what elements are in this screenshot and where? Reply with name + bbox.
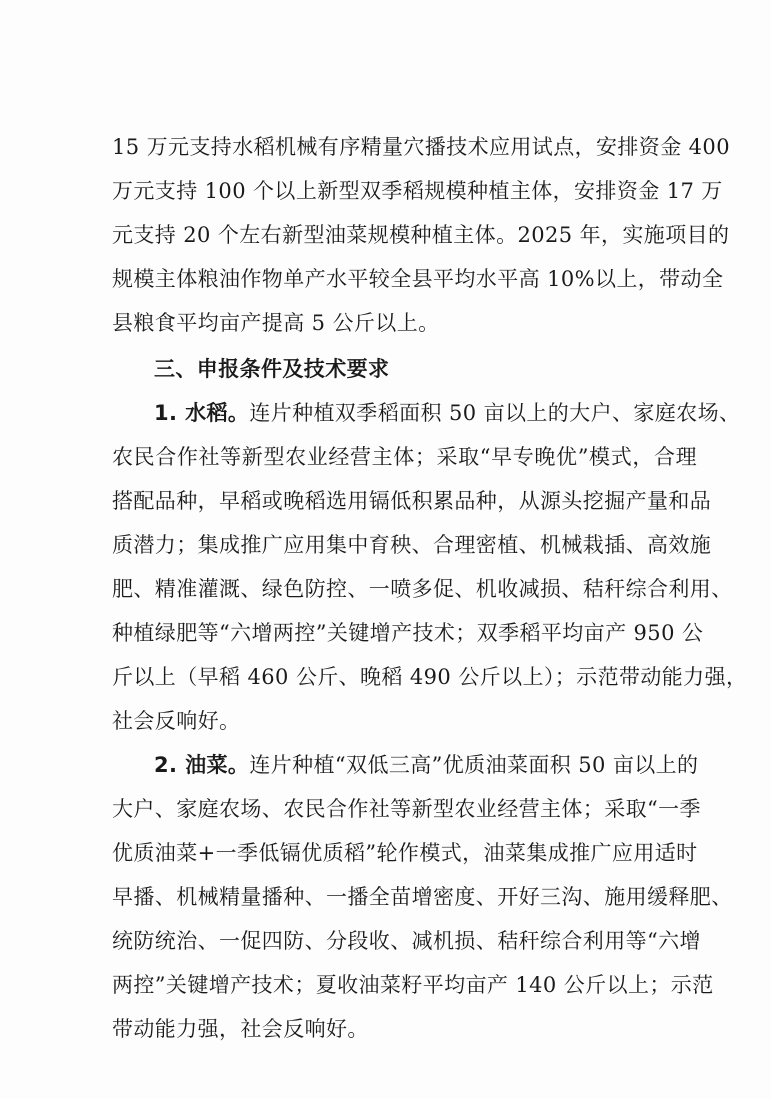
paragraph-line: 质潜力；集成推广应用集中育秧、合理密植、机械栽插、高效施 <box>112 533 712 557</box>
paragraph-line: 种植绿肥等“六增两控”关键增产技术；双季稻平均亩产 950 公 <box>112 621 704 645</box>
paragraph-line: 社会反响好。 <box>112 709 241 733</box>
paragraph-line: 搭配品种，早稻或晚稻选用镉低积累品种，从源头挖掘产量和品 <box>112 489 712 513</box>
paragraph-line: 两控”关键增产技术；夏收油菜籽平均亩产 140 公斤以上；示范 <box>112 973 714 997</box>
paragraph-line: 带动能力强，社会反响好。 <box>112 1017 369 1041</box>
paragraph-line: 县粮食平均亩产提高 5 公斤以上。 <box>112 311 440 335</box>
paragraph-line: 万元支持 100 个以上新型双季稻规模种植主体，安排资金 17 万 <box>112 179 723 203</box>
paragraph-line: 农民合作社等新型农业经营主体；采取“早专晚优”模式，合理 <box>112 445 697 469</box>
paragraph-line: 优质油菜+一季低镉优质稻”轮作模式，油菜集成推广应用适时 <box>112 841 698 865</box>
paragraph-line: 大户、家庭农场、农民合作社等新型农业经营主体；采取“一季 <box>112 797 701 821</box>
paragraph-line: 斤以上（早稻 460 公斤、晚稻 490 公斤以上）；示范带动能力强， <box>112 665 748 689</box>
paragraph-line: 统防统治、一促四防、分段收、减机损、秸秆综合利用等“六增 <box>112 929 701 953</box>
paragraph-line: 早播、机械精量播种、一播全苗增密度、开好三沟、施用缓释肥、 <box>112 885 733 909</box>
paragraph-line: 规模主体粮油作物单产水平较全县平均水平高 10%以上，带动全 <box>112 267 724 291</box>
paragraph-line: 15 万元支持水稻机械有序精量穴播技术应用试点，安排资金 400 <box>112 135 730 159</box>
section-heading: 三、申报条件及技术要求 <box>154 357 390 381</box>
paragraph-line: 元支持 20 个左右新型油菜规模种植主体。2025 年，实施项目的 <box>112 223 730 247</box>
rapeseed-label: 2. 油菜。 <box>154 753 250 777</box>
rice-label: 1. 水稻。 <box>154 401 250 425</box>
rice-first-text: 连片种植双季稻面积 50 亩以上的大户、家庭农场、 <box>249 401 741 425</box>
rapeseed-first-line <box>154 751 697 779</box>
rapeseed-first-text: 连片种植“双低三高”优质油菜面积 50 亩以上的 <box>249 753 699 777</box>
paragraph-line: 肥、精准灌溉、绿色防控、一喷多促、机收减损、秸秆综合利用、 <box>112 577 733 601</box>
rice-first-line <box>154 399 741 427</box>
